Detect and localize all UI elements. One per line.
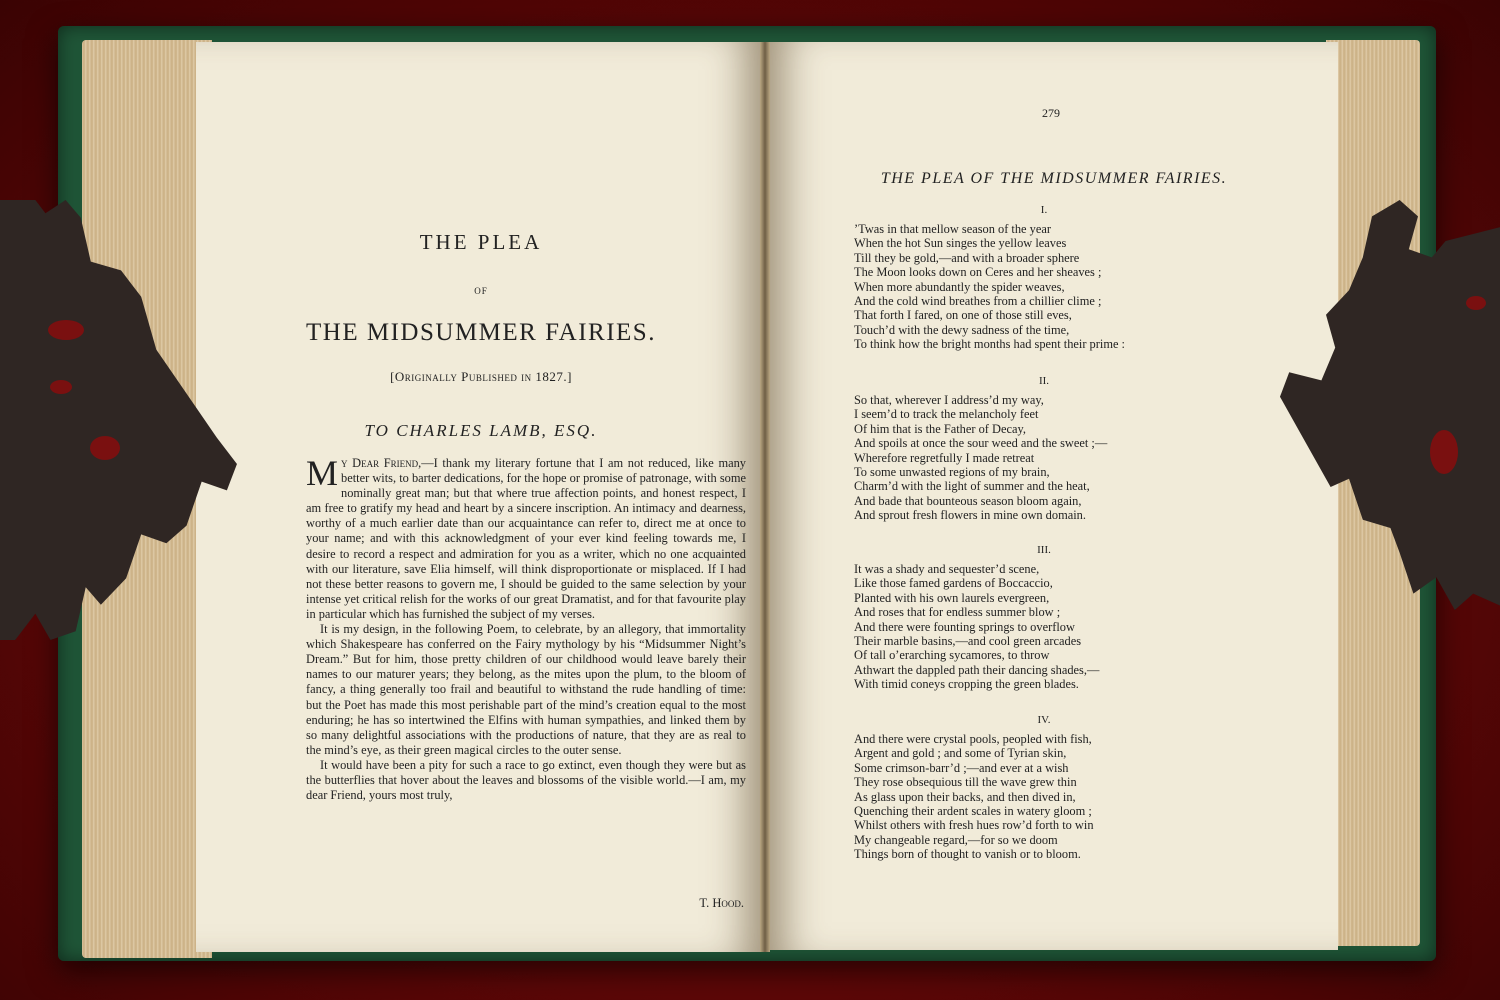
verse-line: So that, wherever I address’d my way, bbox=[854, 393, 1044, 407]
verse-line: Argent and gold ; and some of Tyrian skin, bbox=[854, 746, 1067, 761]
book-gutter bbox=[760, 42, 770, 952]
title-midsummer-fairies: THE MIDSUMMER FAIRIES. bbox=[306, 319, 656, 346]
stanza bbox=[854, 714, 1234, 862]
verse-line: And roses that for endless summer blow ; bbox=[854, 605, 1061, 620]
dedication-heading: TO CHARLES LAMB, ESQ. bbox=[364, 421, 598, 440]
drop-cap: M bbox=[306, 453, 339, 493]
clip-hole bbox=[1430, 430, 1458, 474]
stanza bbox=[854, 544, 1234, 692]
verse-line: They rose obsequious till the wave grew thin bbox=[854, 775, 1077, 790]
verse-line: Touch’d with the dewy sadness of the time, bbox=[854, 322, 1070, 337]
verse-line: I seem’d to track the melancholy feet bbox=[854, 407, 1039, 422]
verse-line: Of him that is the Father of Decay, bbox=[854, 421, 1026, 436]
verse-line: Athwart the dappled path their dancing shades,— bbox=[854, 662, 1100, 677]
stanza-numeral: II. bbox=[1038, 375, 1050, 387]
clip-hole bbox=[1466, 296, 1486, 310]
verse-line: Some crimson-barr’d ;—and ever at a wish bbox=[854, 760, 1069, 775]
stanza bbox=[854, 375, 1234, 523]
verse-line: Things born of thought to vanish or to bloom. bbox=[854, 847, 1081, 862]
verse-line: Wherefore regretfully I made retreat bbox=[854, 450, 1035, 465]
verse-line: And the cold wind breathes from a chillier clime ; bbox=[854, 294, 1102, 309]
verse-line: And spoils at once the sour weed and the sweet ;— bbox=[854, 436, 1108, 451]
verse-line: When the hot Sun singes the yellow leaves bbox=[854, 236, 1067, 251]
clip-hole bbox=[50, 380, 72, 394]
original-publication-note: [Originally Published in 1827.] bbox=[390, 369, 572, 384]
verse-line: To think how the bright months had spent their prime : bbox=[854, 337, 1126, 352]
verse-line: And there were crystal pools, peopled with fish, bbox=[854, 732, 1092, 746]
verse-line: And bade that bounteous season bloom again, bbox=[854, 493, 1082, 508]
verse-line: When more abundantly the spider weaves, bbox=[854, 279, 1065, 294]
stanza-numeral: I. bbox=[1040, 204, 1048, 216]
letter-paragraph bbox=[306, 453, 746, 622]
page-number: 279 bbox=[1042, 106, 1060, 120]
left-page bbox=[196, 42, 766, 952]
verse-line: To some unwasted regions of my brain, bbox=[854, 465, 1050, 480]
letter-paragraph: It is my design, in the following Poem, to celebrate, by an allegory, that immortality which Shakespeare has conferred on the Fairy mythology by his “Midsummer Night’s Dream.” But for him, those pretty children of our childhood would leave barely their names to our maturer years; they belong, as the mites upon the plum, to the bloom of fancy, a thing generally too frail and beautiful to withstand the rude handling of time: but the Poet has made this most perishable part of the mind’s creation equal to the most enduring; he has so intertwined the Elfins with human sympathies, and linked them by so many delightful associations with the productions of nature, that they are as real to the mind’s eye, as their green magical circles to the outer sense. bbox=[306, 622, 746, 757]
verse-line: That forth I fared, on one of those still eves, bbox=[854, 308, 1072, 323]
stanza-numeral: IV. bbox=[1037, 714, 1051, 726]
verse-line: Till they be gold,—and with a broader sphere bbox=[854, 250, 1080, 265]
verse-line: My changeable regard,—for so we doom bbox=[854, 832, 1058, 847]
clip-hole bbox=[90, 436, 120, 460]
verse-line: The Moon looks down on Ceres and her sheaves ; bbox=[854, 265, 1102, 280]
verse-line: Of tall o’erarching sycamores, to throw bbox=[854, 648, 1050, 663]
title-of: OF bbox=[474, 286, 488, 296]
right-page bbox=[764, 42, 1338, 950]
verse-line: And there were founting springs to overflow bbox=[854, 619, 1075, 634]
verse-line: Quenching their ardent scales in watery gloom ; bbox=[854, 804, 1092, 819]
verse-line: ’Twas in that mellow season of the year bbox=[854, 222, 1051, 236]
verse-line: As glass upon their backs, and then dived in, bbox=[854, 789, 1076, 804]
letter-paragraph-1-text: —I thank my literary fortune that I am not reduced, like many better wits, to barter dedications, for the hope or promise of patronage, with some nominally great man; but that where true affection points, and honest respect, I am free to gratify my head and heart by a sincere inscription. An intimacy and dearness, worthy of a much earlier date than our acquaintance can refer to, direct me at once to your name; and with this acknowledgment of your ever kind feeling towards me, I desire to record a respect and admiration for you as a writer, which no one acquainted with our literature, save Elia himself, will think disproportionate or misplaced. If I had not these better reasons to govern me, I should be guided to the same selection by your intense yet critical relish for the works of our great Dramatist, and for that favourite play in particular which has furnished the subject of my verses. bbox=[306, 456, 746, 621]
verse-line: Whilst others with fresh hues row’d forth to win bbox=[854, 818, 1094, 833]
verse-line: Their marble basins,—and cool green arcades bbox=[854, 634, 1082, 649]
stanza-numeral: III. bbox=[1037, 544, 1051, 556]
verse-line: With timid coneys cropping the green blades. bbox=[854, 677, 1079, 692]
verse-line: Like those famed gardens of Boccaccio, bbox=[854, 576, 1053, 591]
title-the-plea: THE PLEA bbox=[419, 230, 543, 254]
verse-line: Charm’d with the light of summer and the heat, bbox=[854, 479, 1090, 494]
verse-line: It was a shady and sequester’d scene, bbox=[854, 562, 1040, 576]
dedication-letter bbox=[306, 453, 746, 803]
verse-line: And sprout fresh flowers in mine own domain. bbox=[854, 508, 1086, 523]
clip-hole bbox=[48, 320, 84, 340]
letter-salutation: y Dear Friend, bbox=[341, 456, 422, 470]
stanza bbox=[854, 204, 1234, 352]
poem-title: THE PLEA OF THE MIDSUMMER FAIRIES. bbox=[880, 170, 1228, 187]
signature: T. Hood. bbox=[699, 896, 744, 910]
letter-paragraph: It would have been a pity for such a race to go extinct, even though they were but as the butterflies that hover about the leaves and blossoms of the visible world.—I am, my dear Friend, yours most truly, bbox=[306, 757, 746, 803]
verse-line: Planted with his own laurels evergreen, bbox=[854, 590, 1050, 605]
